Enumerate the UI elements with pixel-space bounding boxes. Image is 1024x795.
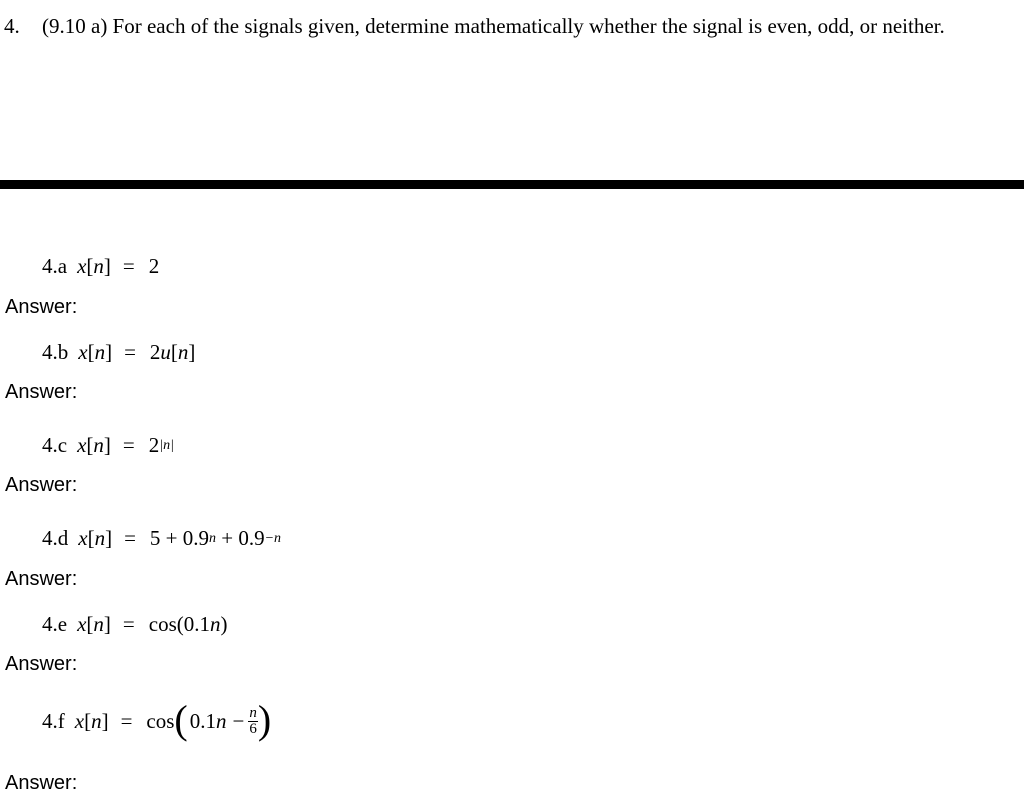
lhs-var: x [77, 433, 87, 457]
lhs-arg: n [94, 526, 106, 550]
equals-sign: = [122, 433, 135, 457]
rhs-coef: 2 [149, 340, 161, 364]
item-4a-equation: 4.a x [ n ] = 2 [42, 254, 160, 278]
lhs-arg: n [93, 254, 104, 278]
item-4c-equation: 4.c x [ n ] = 2 |n| [42, 433, 174, 457]
question-text: (9.10 a) For each of the signals given, determine mathematically whether the signal is even, odd, or neither. [42, 14, 945, 38]
section-divider [0, 180, 1024, 189]
equals-sign: = [122, 612, 135, 636]
answer-label-4a: Answer: [5, 296, 78, 318]
answer-label-4b: Answer: [5, 381, 78, 403]
item-label: 4.f [42, 709, 65, 733]
fraction [248, 706, 258, 737]
equals-sign: = [124, 340, 136, 364]
question-number: 4. [4, 14, 20, 38]
item-label: 4.e [42, 612, 68, 636]
lhs-arg: n [93, 433, 104, 457]
answer-label-4d: Answer: [5, 568, 78, 590]
rhs-inner: 0.1 [189, 709, 216, 733]
rhs-const: 5 + 0.9 [149, 526, 210, 550]
item-label: 4.d [42, 526, 69, 550]
item-4f-equation: 4.f x [ n ] = cos ( 0.1 n − $\frac{n}{6}$ ) [42, 696, 272, 742]
equals-sign: = [122, 254, 135, 278]
rhs: 2 [148, 254, 160, 278]
rhs-fn: cos [146, 709, 175, 733]
item-4e-equation: 4.e x [ n ] = cos ( 0.1 n ) [42, 612, 228, 636]
rhs-fn: cos [148, 612, 177, 636]
rhs-var: n [216, 709, 227, 733]
lhs-arg: n [94, 340, 106, 364]
rhs-mid: + 0.9 [216, 526, 265, 550]
answer-label-4f: Answer: [5, 772, 78, 794]
rhs-inner: 0.1 [183, 612, 210, 636]
equals-sign: = [120, 709, 133, 733]
question-prompt [4, 14, 945, 39]
item-label: 4.c [42, 433, 68, 457]
rhs-base: 2 [148, 433, 160, 457]
fraction-denominator: 6 [249, 721, 257, 737]
item-4d-equation: 4.d x [ n ] = 5 + 0.9 n + 0.9 −n [42, 526, 282, 550]
answer-label-4e: Answer: [5, 653, 78, 675]
item-4b-equation: 4.b x [ n ] = 2 u [ n ] [42, 340, 196, 364]
rhs-fn: u [160, 340, 171, 364]
lhs-var: x [77, 612, 87, 636]
minus-sign: − [232, 709, 245, 733]
item-label: 4.a [42, 254, 68, 278]
lhs-var: x [78, 340, 88, 364]
rhs-arg: n [177, 340, 189, 364]
lhs-arg: n [93, 612, 104, 636]
lhs-arg: n [91, 709, 102, 733]
item-label: 4.b [42, 340, 69, 364]
lhs-var: x [74, 709, 85, 733]
equals-sign: = [124, 526, 136, 550]
rhs-var: n [210, 612, 221, 636]
answer-label-4c: Answer: [5, 474, 78, 496]
fraction-numerator: n [249, 705, 257, 721]
lhs-var: x [77, 254, 87, 278]
lhs-var: x [78, 526, 88, 550]
